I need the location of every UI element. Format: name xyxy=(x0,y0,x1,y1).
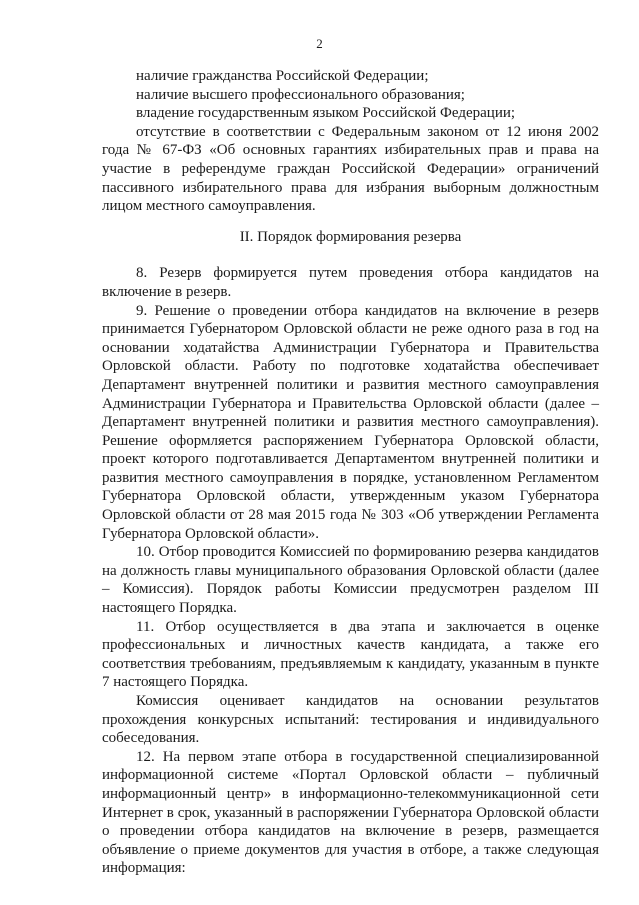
paragraph-10: 10. Отбор проводится Комиссией по формированию резерва кандидатов на должность главы муниципального образования Орловской области (далее – Комиссия). Порядок работы Комиссии предусмотрен разделом III настоящего Порядка. xyxy=(102,544,599,617)
requirement-education: наличие высшего профессионального образования; xyxy=(136,86,465,103)
paragraph-12: 12. На первом этапе отбора в государственной специализированной информационной системе «Портал Орловской области – публичный информационный центр» в информационно-телекоммуникационной сети Интернет в срок, указанный в распоряжении Губернатора Орловской области о проведении отбора кандидатов на включение в резерв, размещается объявление о приеме документов для участия в отборе, а также следующая информация: xyxy=(102,748,599,877)
requirement-citizenship: наличие гражданства Российской Федерации; xyxy=(136,68,429,84)
page-number: 2 xyxy=(316,36,323,51)
section-heading: II. Порядок формирования резерва xyxy=(239,228,462,245)
requirement-language: владение государственным языком Российской Федерации; xyxy=(136,105,516,122)
paragraph-11: 11. Отбор осуществляется в два этапа и заключается в оценке профессиональных и личностных качеств кандидата, а также его соответствия требованиям, предъявляемым к кандидату, указанным в пункте 7 настоящего Порядка. xyxy=(102,618,599,691)
document-body xyxy=(102,67,599,878)
paragraph-9: 9. Решение о проведении отбора кандидатов на включение в резерв принимается Губернатором Орловской области не реже одного раза в год на основании ходатайства Администрации Губернатора и Правительства Орловской области. Работу по подготовке ходатайства обеспечивает Департамент внутренней политики и развития местного самоуправления Администрации Губернатора и Правительства Орловской области (далее – Департамент внутренней политики и развития местного самоуправления). Решение оформляется распоряжением Губернатора Орловской области, проект которого подготавливается Департаментом внутренней политики и развития местного самоуправления в порядке, установленном Регламентом Губернатора Орловской области, утвержденным указом Губернатора Орловской области от 28 мая 2015 года № 303 «Об утверждении Регламента Губернатора Орловской области». xyxy=(102,302,599,542)
requirement-no-restrictions: отсутствие в соответствии с Федеральным законом от 12 июня 2002 года № 67-ФЗ «Об основных гарантиях избирательных прав и права на участие в референдуме граждан Российской Федерации» ограничений пассивного избирательного права для избрания выборным должностным лицом местного самоуправления. xyxy=(102,123,599,215)
paragraph-11-commission: Комиссия оценивает кандидатов на основании результатов прохождения конкурсных испытаний: тестирования и индивидуального собеседования. xyxy=(102,693,599,747)
paragraph-8: 8. Резерв формируется путем проведения отбора кандидатов на включение в резерв. xyxy=(102,265,599,300)
